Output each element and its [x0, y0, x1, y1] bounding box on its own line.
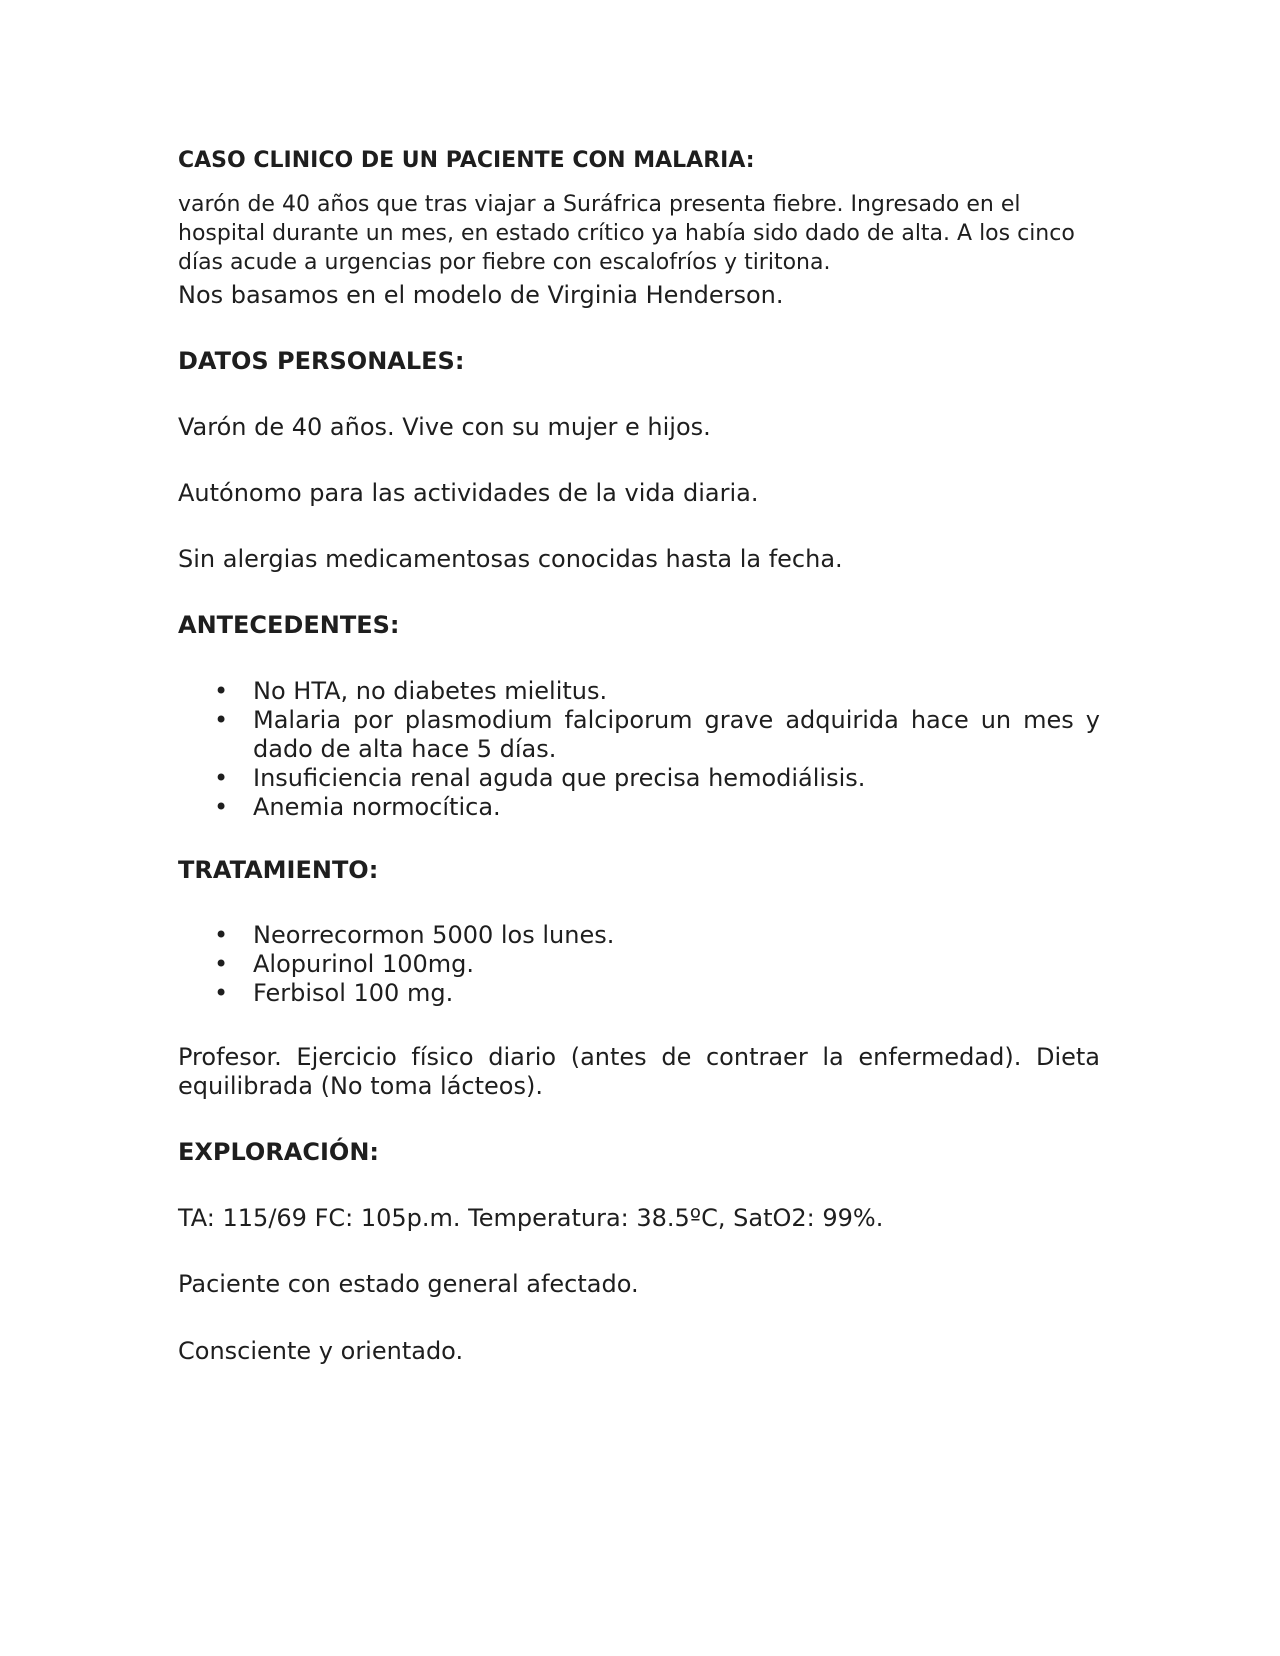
bullet-icon: •	[214, 677, 229, 705]
exploracion-heading: EXPLORACIÓN:	[178, 1138, 380, 1166]
bullet-icon: •	[214, 979, 229, 1007]
exploracion-line: Consciente y orientado.	[178, 1337, 464, 1365]
list-item	[178, 677, 1100, 706]
list-item	[178, 979, 1100, 1008]
list-item-text: Neorrecormon 5000 los lunes.	[253, 921, 615, 949]
list-item-text: Malaria por plasmodium falciporum grave adquirida hace un mes y dado de alta hace 5 días.	[253, 706, 1100, 763]
bullet-icon: •	[214, 793, 229, 821]
datos-personales-heading: DATOS PERSONALES:	[178, 347, 465, 375]
list-item-text: Alopurinol 100mg.	[253, 950, 474, 978]
list-item-text: No HTA, no diabetes mielitus.	[253, 677, 608, 705]
list-item	[178, 921, 1100, 950]
antecedentes-list	[178, 677, 1100, 822]
tratamiento-list	[178, 921, 1100, 1008]
list-item-text: Insuficiencia renal aguda que precisa hemodiálisis.	[253, 764, 866, 792]
list-item-text: Anemia normocítica.	[253, 793, 501, 821]
tratamiento-heading: TRATAMIENTO:	[178, 856, 379, 884]
bullet-icon: •	[214, 764, 229, 792]
bullet-icon: •	[214, 706, 229, 734]
list-item	[178, 764, 1100, 793]
exploracion-line: TA: 115/69 FC: 105p.m. Temperatura: 38.5ºC, SatO2: 99%.	[178, 1204, 884, 1232]
list-item	[178, 950, 1100, 979]
list-item	[178, 793, 1100, 822]
bullet-icon: •	[214, 921, 229, 949]
document-title: CASO CLINICO DE UN PACIENTE CON MALARIA:	[178, 148, 755, 173]
antecedentes-heading: ANTECEDENTES:	[178, 611, 400, 639]
datos-personales-line: Varón de 40 años. Vive con su mujer e hijos.	[178, 413, 711, 441]
datos-personales-line: Autónomo para las actividades de la vida diaria.	[178, 479, 759, 507]
tratamiento-note: Profesor. Ejercicio físico diario (antes de contraer la enfermedad). Dieta equilibrada (No toma lácteos).	[178, 1043, 1100, 1100]
list-item-text: Ferbisol 100 mg.	[253, 979, 454, 1007]
intro-paragraph: varón de 40 años que tras viajar a Suráfrica presenta fiebre. Ingresado en el hospital durante un mes, en estado crítico ya había sido dado de alta. A los cinco días acude a urgencias por fiebre con escalofríos y tiritona.	[178, 192, 1075, 275]
bullet-icon: •	[214, 950, 229, 978]
exploracion-line: Paciente con estado general afectado.	[178, 1270, 639, 1298]
list-item	[178, 706, 1100, 764]
model-note: Nos basamos en el modelo de Virginia Henderson.	[178, 281, 784, 309]
datos-personales-line: Sin alergias medicamentosas conocidas hasta la fecha.	[178, 545, 843, 573]
